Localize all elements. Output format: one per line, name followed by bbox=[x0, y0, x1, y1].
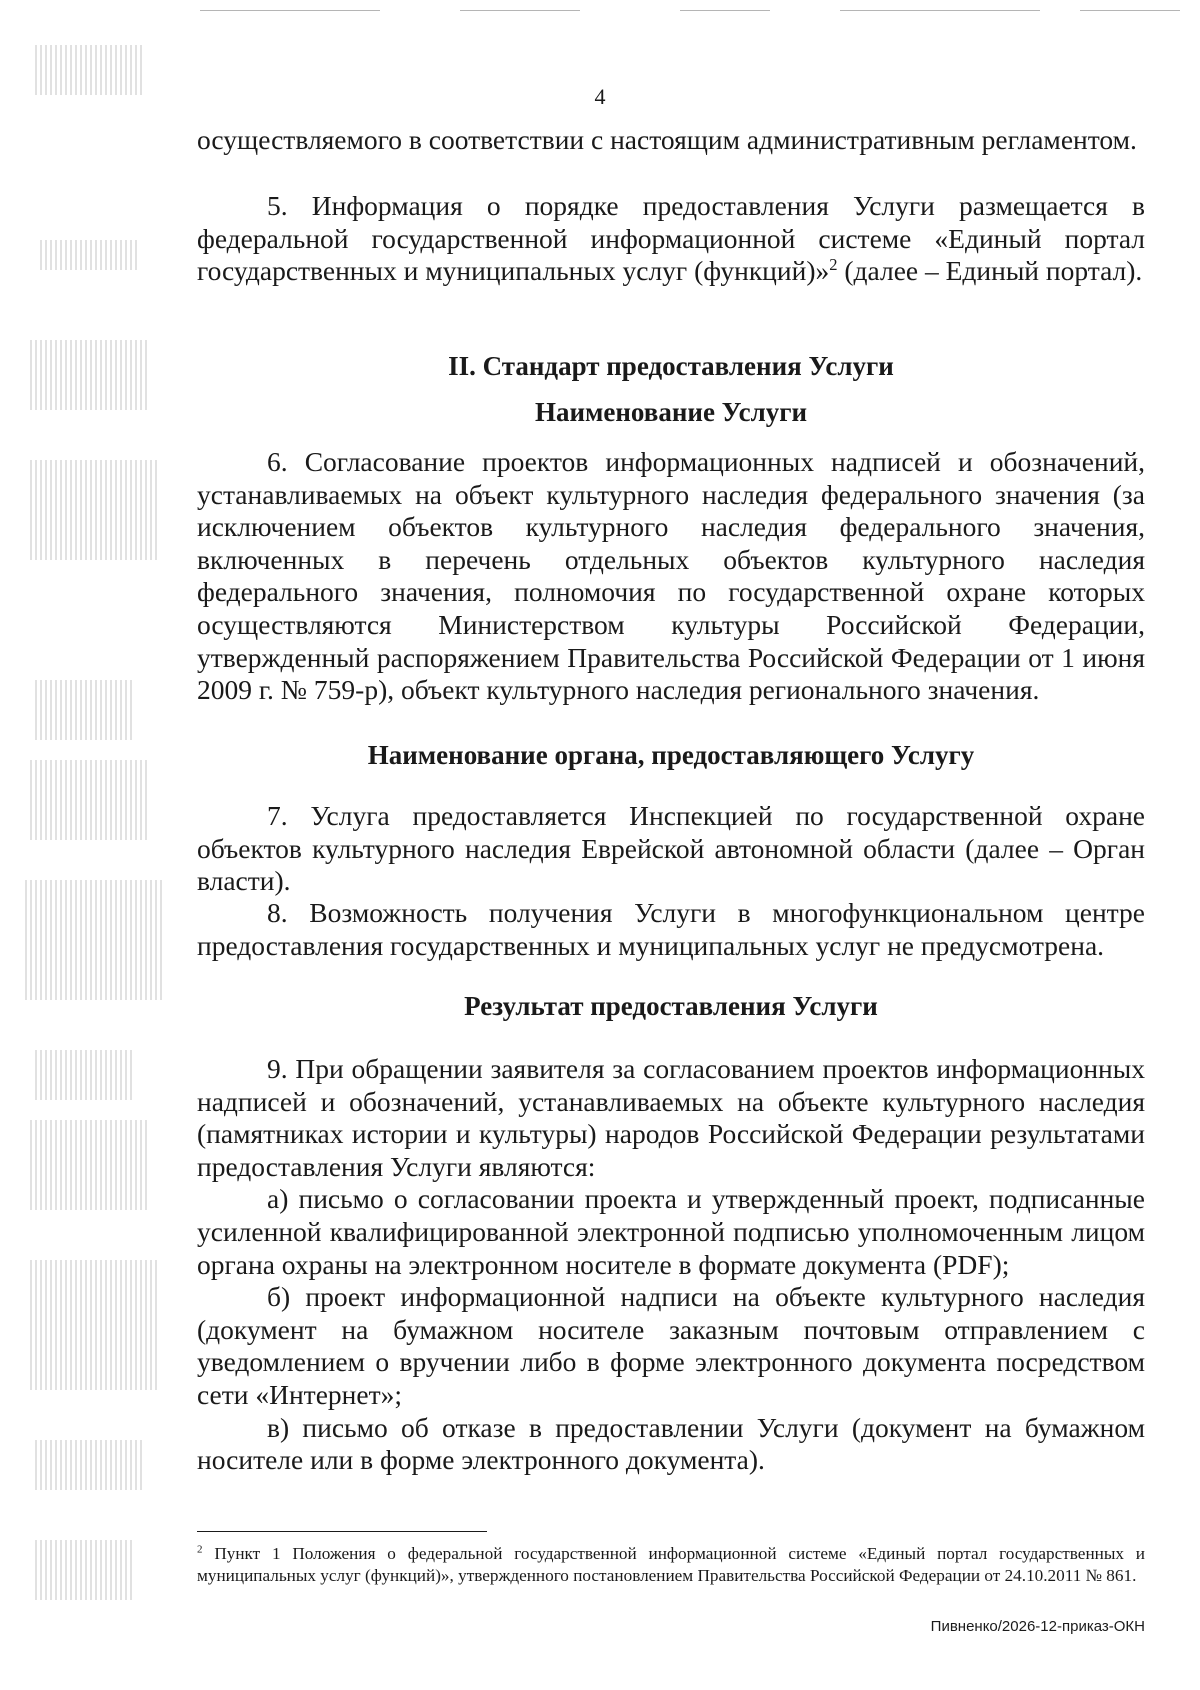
paragraph-5-tail: (далее – Единый портал). bbox=[837, 255, 1143, 287]
footnote-marker: 2 bbox=[197, 1543, 203, 1556]
paragraph-text: 8. Возможность получения Услуги в многофункциональном центре предоставления государственных и муниципальных услуг не предусмотрена. bbox=[197, 897, 1145, 961]
section-heading: II. Стандарт предоставления Услуги bbox=[448, 351, 894, 381]
paragraph-7 bbox=[197, 800, 1145, 898]
footnote bbox=[197, 1543, 1145, 1587]
paragraph-6 bbox=[197, 446, 1145, 707]
paragraph-text: осуществляемого в соответствии с настоящим административным регламентом. bbox=[197, 124, 1137, 155]
paragraph-5 bbox=[197, 190, 1145, 288]
paragraph-text bbox=[197, 190, 1145, 288]
subheading-service-name: Наименование Услуги bbox=[534, 397, 808, 427]
list-item-c: в) письмо об отказе в предоставлении Услуги (документ на бумажном носителе или в форме электронного документа). bbox=[197, 1411, 1145, 1476]
paragraph-text: 7. Услуга предоставляется Инспекцией по государственной охране объектов культурного наследия Еврейской автономной области (далее – Орган власти). bbox=[197, 800, 1145, 897]
paragraph-text: 9. При обращении заявителя за согласованием проектов информационных надписей и обозначений, устанавливаемых на объекте культурного наследия (памятниках истории и культуры) народов Российской Федерации результатами предоставления Услуги являются: bbox=[197, 1053, 1145, 1182]
page-number: 4 bbox=[594, 84, 606, 109]
paragraph-8 bbox=[197, 897, 1145, 962]
scan-top-artifacts bbox=[200, 8, 1200, 14]
footnote-divider bbox=[197, 1531, 487, 1532]
paragraph-5-text: 5. Информация о порядке предоставления Услуги размещается в федеральной государственной информационной системе «Единый портал государственных и муниципальных услуг (функций)» bbox=[197, 190, 1145, 287]
subheading-authority: Наименование органа, предоставляющего Услугу bbox=[367, 740, 975, 770]
continued-paragraph bbox=[197, 124, 1145, 157]
scan-margin-artifacts bbox=[25, 40, 175, 1640]
subheading-result: Результат предоставления Услуги bbox=[464, 991, 878, 1021]
paragraph-9 bbox=[197, 1053, 1145, 1477]
list-item-b: б) проект информационной надписи на объекте культурного наследия (документ на бумажном носителе заказным почтовым отправлением с уведомлением о вручении либо в форме электронного документа посредством сети «Интернет»; bbox=[197, 1281, 1145, 1410]
footnote-text: Пункт 1 Положения о федеральной государственной информационной системе «Единый портал государственных и муниципальных услуг (функций)», утвержденного постановлением Правительства Российской Федерации от 24.10.2011 № 861. bbox=[197, 1544, 1145, 1585]
list-item-a: а) письмо о согласовании проекта и утвержденный проект, подписанные усиленной квалифицированной электронной подписью уполномоченным лицом органа охраны на электронном носителе в формате документа (PDF); bbox=[197, 1183, 1145, 1280]
document-code: Пивненко/2026-12-приказ-ОКН bbox=[930, 1618, 1145, 1635]
paragraph-text: 6. Согласование проектов информационных надписей и обозначений, устанавливаемых на объект культурного наследия федерального значения (за исключением объектов культурного наследия федерального значения, включенных в перечень отдельных объектов культурного наследия федерального значения, полномочия по государственной охране которых осуществляются Министерством культуры Российской Федерации, утвержденный распоряжением Правительства Российской Федерации от 1 июня 2009 г. № 759-р), объект культурного наследия регионального значения. bbox=[197, 446, 1145, 706]
footnote-reference: 2 bbox=[829, 255, 838, 275]
